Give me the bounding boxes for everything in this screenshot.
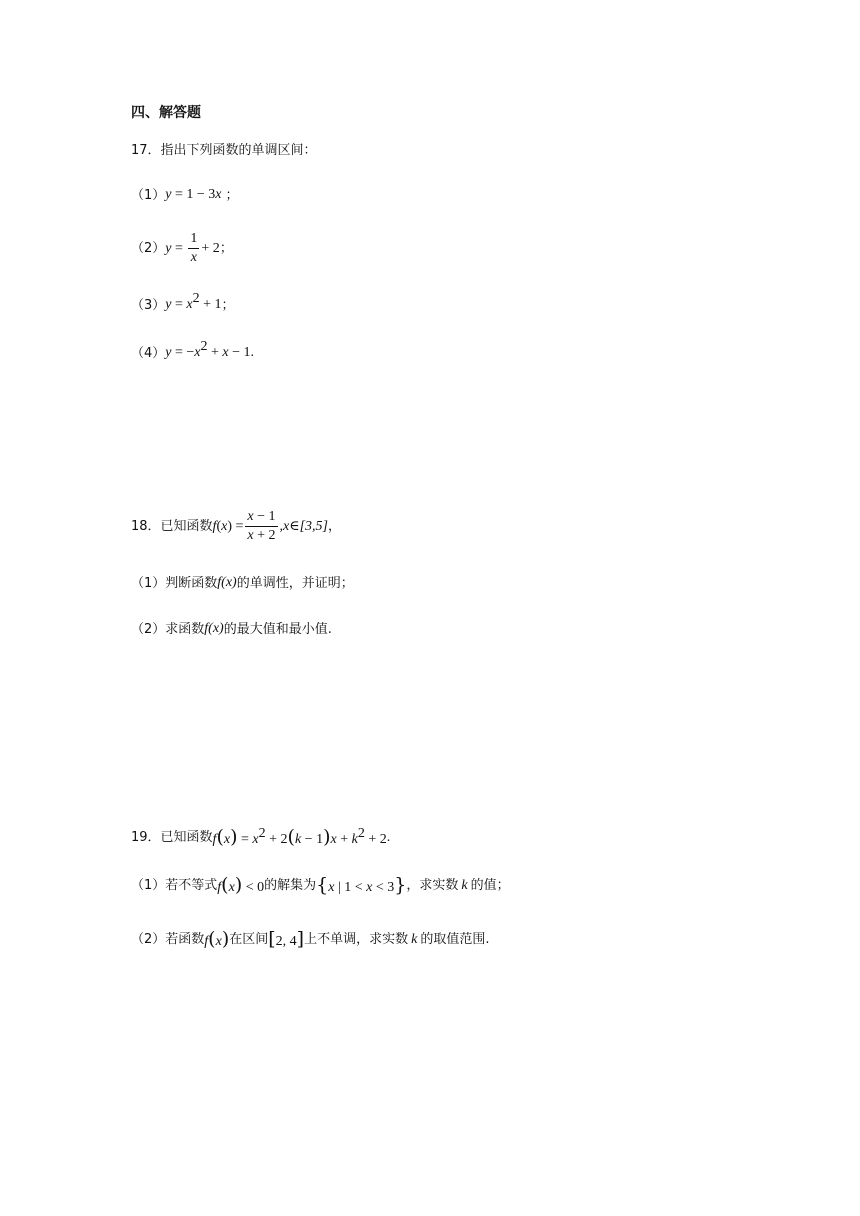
question-17-part-2 [131, 232, 233, 265]
part-text: 的最大值和最小值. [223, 621, 332, 637]
formula-f-x: f(x) [217, 575, 237, 590]
formula-y-1-over-x-plus-2: y = $\frac{1}{x}$ + 2 [165, 231, 220, 265]
part-text: 的单调性，并证明； [236, 575, 354, 591]
part-label: （3） [131, 297, 166, 313]
variable-k: k [411, 931, 418, 947]
punctuation: ， [328, 519, 342, 534]
part-text: 的解集为 [264, 878, 317, 893]
part-text: 在区间 [229, 932, 269, 947]
formula-inequality: f(x) < 0 [217, 874, 265, 896]
question-17-part-1 [131, 188, 239, 202]
part-label: （1）若不等式 [131, 878, 218, 893]
punctuation: . [386, 829, 391, 845]
part-label: （2） [131, 241, 166, 256]
question-17-stem: 17．指出下列函数的单调区间： [131, 143, 317, 158]
formula-y-x-squared-plus-1: $y = x^2 + 1$ [165, 291, 222, 312]
part-text: 上不单调，求实数 [304, 932, 409, 947]
part-text: 的取值范围. [420, 932, 490, 947]
domain-condition: ,x∈[3,5] [279, 518, 328, 534]
formula-f-x-quadratic: $f(x) = x^2 + 2(k - 1)x + k^2 + 2$ [212, 826, 387, 848]
punctuation: ； [221, 297, 235, 313]
section-title: 四、解答题 [131, 105, 201, 121]
part-label: （1） [131, 187, 166, 203]
question-19-part-1 [131, 876, 510, 895]
formula-y-neg-x-squared-plus-x-minus-1: $y = -x^2 + x - 1$ [165, 339, 251, 360]
formula-interval: [2, 4] [268, 928, 305, 950]
punctuation: . [250, 345, 255, 360]
question-17-part-3 [131, 291, 235, 313]
part-label: （4） [131, 345, 166, 361]
question-19-stem [131, 828, 390, 847]
part-text: ，求实数 [406, 878, 459, 893]
part-label: （2）若函数 [131, 932, 205, 947]
stem-text: 19．已知函数 [131, 830, 213, 845]
stem-text: 18．已知函数 [131, 519, 213, 534]
formula-f-x: f(x) [204, 928, 230, 950]
question-17-part-4 [131, 339, 255, 361]
part-label: （1）判断函数 [131, 575, 218, 591]
part-label: （2）求函数 [131, 621, 205, 637]
question-19-part-2 [131, 930, 489, 949]
variable-k: k [461, 877, 468, 893]
formula-f-x-fraction: f ( x ) = $\frac{x - 1}{x + 2}$ [212, 509, 276, 543]
punctuation: ； [225, 187, 239, 203]
punctuation: ； [219, 241, 233, 256]
formula-solution-set: {x | 1 < x < 3} [316, 874, 407, 896]
part-text: 的值； [470, 878, 510, 893]
formula-f-x: f(x) [204, 621, 224, 636]
question-18-part-1 [131, 576, 354, 590]
question-18-part-2 [131, 622, 332, 636]
question-18-stem [131, 510, 341, 543]
formula-y-1-minus-3x: y = 1 − 3x [165, 187, 222, 202]
